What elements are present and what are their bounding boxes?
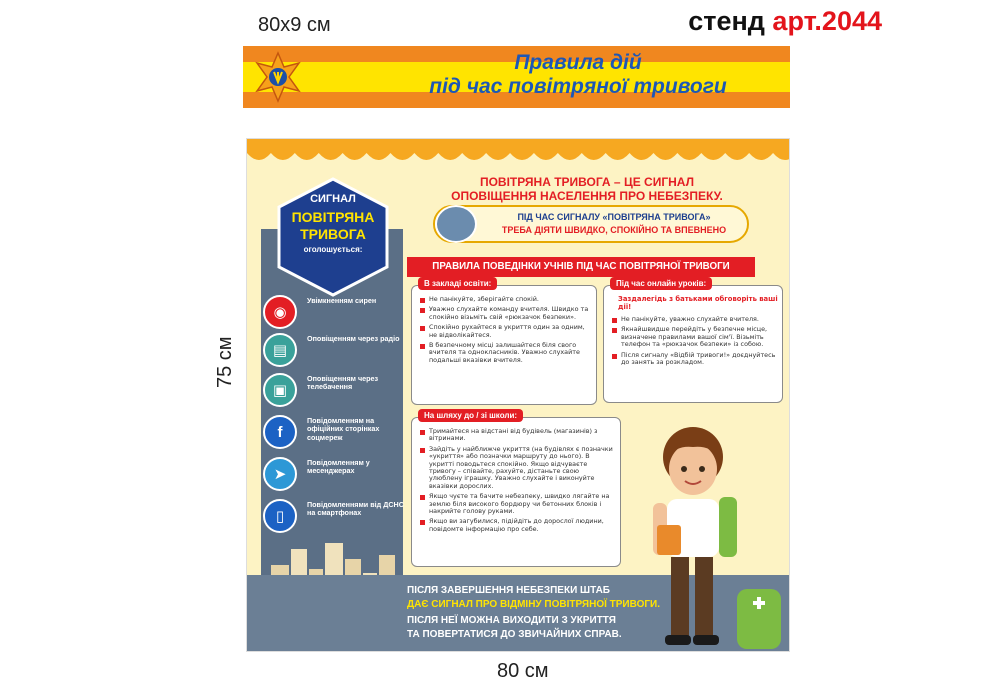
- dimension-top-label: 80x9 см: [258, 14, 331, 36]
- list-item: Зайдіть у найближче укриття (на будівлях є позначки «укриття» або позначки маршруту до нього). В укритті поводьтеся спокійно. Якщо відчуваєте тривогу – співайте, рахуйте, дістаньте свою улюблену іграшку. Уважно слухайте і виконуйте вказівки дорослих.: [420, 446, 614, 490]
- channel-label: Оповіщенням через радіо: [307, 334, 400, 343]
- stand-article-label: [688, 6, 882, 37]
- footer-line3: ПІСЛЯ НЕЇ МОЖНА ВИХОДИТИ З УКРИТТЯ: [407, 615, 616, 626]
- channel-radio: [263, 333, 403, 373]
- article-number: арт.2044: [772, 6, 882, 36]
- channel-label: Оповіщенням через телебачення: [307, 374, 379, 392]
- list-item: Тримайтеся на відстані від будівель (магазинів) з вітринами.: [420, 428, 614, 443]
- dimension-side-label: 75 см: [214, 336, 236, 388]
- list-item: Якнайшвидше перейдіть у безпечне місце, визначене правилами вашої сім'ї. Візьміть телефон та «рюкзачок безпеки» із собою.: [612, 326, 776, 348]
- list-item: Уважно слухайте команду вчителя. Швидко та спокійно візьміть свій «рюкзачок безпеки».: [420, 306, 590, 321]
- wave-decoration: [247, 139, 789, 173]
- online-note: Заздалегідь з батьками обговоріть ваші дії!: [618, 295, 778, 311]
- telegram-icon: ➤: [263, 457, 297, 491]
- signal-instruction-pill: [433, 205, 749, 243]
- list-item: Після сигналу «Відбій тривоги!» доєднуйтесь до занять за розкладом.: [612, 352, 776, 367]
- road-rules-tag: На шляху до / зі школи:: [418, 409, 523, 422]
- school-rules-tag: В закладі освіти:: [418, 277, 497, 290]
- list-item: В безпечному місці залишайтеся біля свого вчителя та однокласників. Уважно слухайте подальші вказівки вчителя.: [420, 342, 590, 364]
- channel-smartphones: [263, 499, 403, 539]
- channel-social: [263, 415, 403, 455]
- online-rules-box: [603, 279, 783, 403]
- list-item: Не панікуйте, уважно слухайте вчителя.: [612, 316, 776, 323]
- channel-messengers: [263, 457, 403, 497]
- radio-icon: ▤: [263, 333, 297, 367]
- banner-title-line1: Правила дій: [514, 51, 642, 74]
- headline-line2: ОПОВІЩЕННЯ НАСЕЛЕННЯ ПРО НЕБЕЗПЕКУ.: [451, 189, 723, 203]
- banner-title: [393, 51, 763, 99]
- channel-label: Увімкненням сирен: [307, 296, 377, 305]
- list-item: Якщо ви загубилися, підійдіть до дорослої людини, повідомте інформацію про себе.: [420, 518, 614, 533]
- channel-sirens: [263, 295, 403, 335]
- rules-heading-bar: ПРАВИЛА ПОВЕДІНКИ УЧНІВ ПІД ЧАС ПОВІТРЯНОЇ ТРИВОГИ: [407, 257, 755, 277]
- siren-icon: ◉: [263, 295, 297, 329]
- signal-line4: оголошується:: [303, 245, 363, 254]
- school-rules-box: [411, 279, 597, 405]
- signal-line3: ТРИВОГА: [300, 226, 366, 242]
- channel-label: Повідомленням на офіційних сторінках соцмереж: [307, 416, 380, 442]
- channel-label: Повідомленням у месенджерах: [307, 458, 370, 476]
- footer-line2: ДАЄ СИГНАЛ ПРО ВІДМІНУ ПОВІТРЯНОЇ ТРИВОГИ.: [407, 599, 660, 610]
- signal-line2: ПОВІТРЯНА: [291, 209, 375, 225]
- banner-title-line2: під час повітряної тривоги: [429, 75, 727, 98]
- headline-line1: ПОВІТРЯНА ТРИВОГА – ЦЕ СИГНАЛ: [479, 175, 695, 189]
- channel-label: Повідомленнями від ДСНС на смартфонах: [307, 500, 404, 518]
- facebook-icon: f: [263, 415, 297, 449]
- footer-line4: ТА ПОВЕРТАТИСЯ ДО ЗВИЧАЙНИХ СПРАВ.: [407, 629, 622, 640]
- header-banner: [243, 46, 790, 108]
- online-rules-tag: Під час онлайн уроків:: [610, 277, 712, 290]
- dimension-bottom-label: 80 см: [497, 660, 549, 682]
- pill-line1: ПІД ЧАС СИГНАЛУ «ПОВІТРЯНА ТРИВОГА»: [517, 212, 711, 222]
- tv-icon: ▣: [263, 373, 297, 407]
- stand-prefix: стенд: [688, 6, 773, 36]
- footer-line1: ПІСЛЯ ЗАВЕРШЕННЯ НЕБЕЗПЕКИ ШТАБ: [407, 585, 610, 596]
- boy-illustration: [633, 417, 783, 652]
- dsns-emblem-icon: [255, 51, 301, 103]
- phone-icon: ▯: [263, 499, 297, 533]
- list-item: Якщо чуєте та бачите небезпеку, швидко лягайте на землю біля високого бордюру чи бетонних блоків і накрийте голову руками.: [420, 493, 614, 515]
- channel-tv: [263, 373, 403, 413]
- pill-line2: ТРЕБА ДІЯТИ ШВИДКО, СПОКІЙНО ТА ВПЕВНЕНО: [501, 225, 727, 235]
- main-headline: [417, 175, 757, 203]
- list-item: Не панікуйте, зберігайте спокій.: [420, 296, 590, 303]
- list-item: Спокійно рухайтеся в укриття один за одним, не відволікайтеся.: [420, 324, 590, 339]
- signal-line1: СИГНАЛ: [310, 193, 356, 205]
- children-photo-icon: [435, 205, 477, 243]
- poster: [246, 138, 790, 652]
- road-rules-box: [411, 411, 621, 567]
